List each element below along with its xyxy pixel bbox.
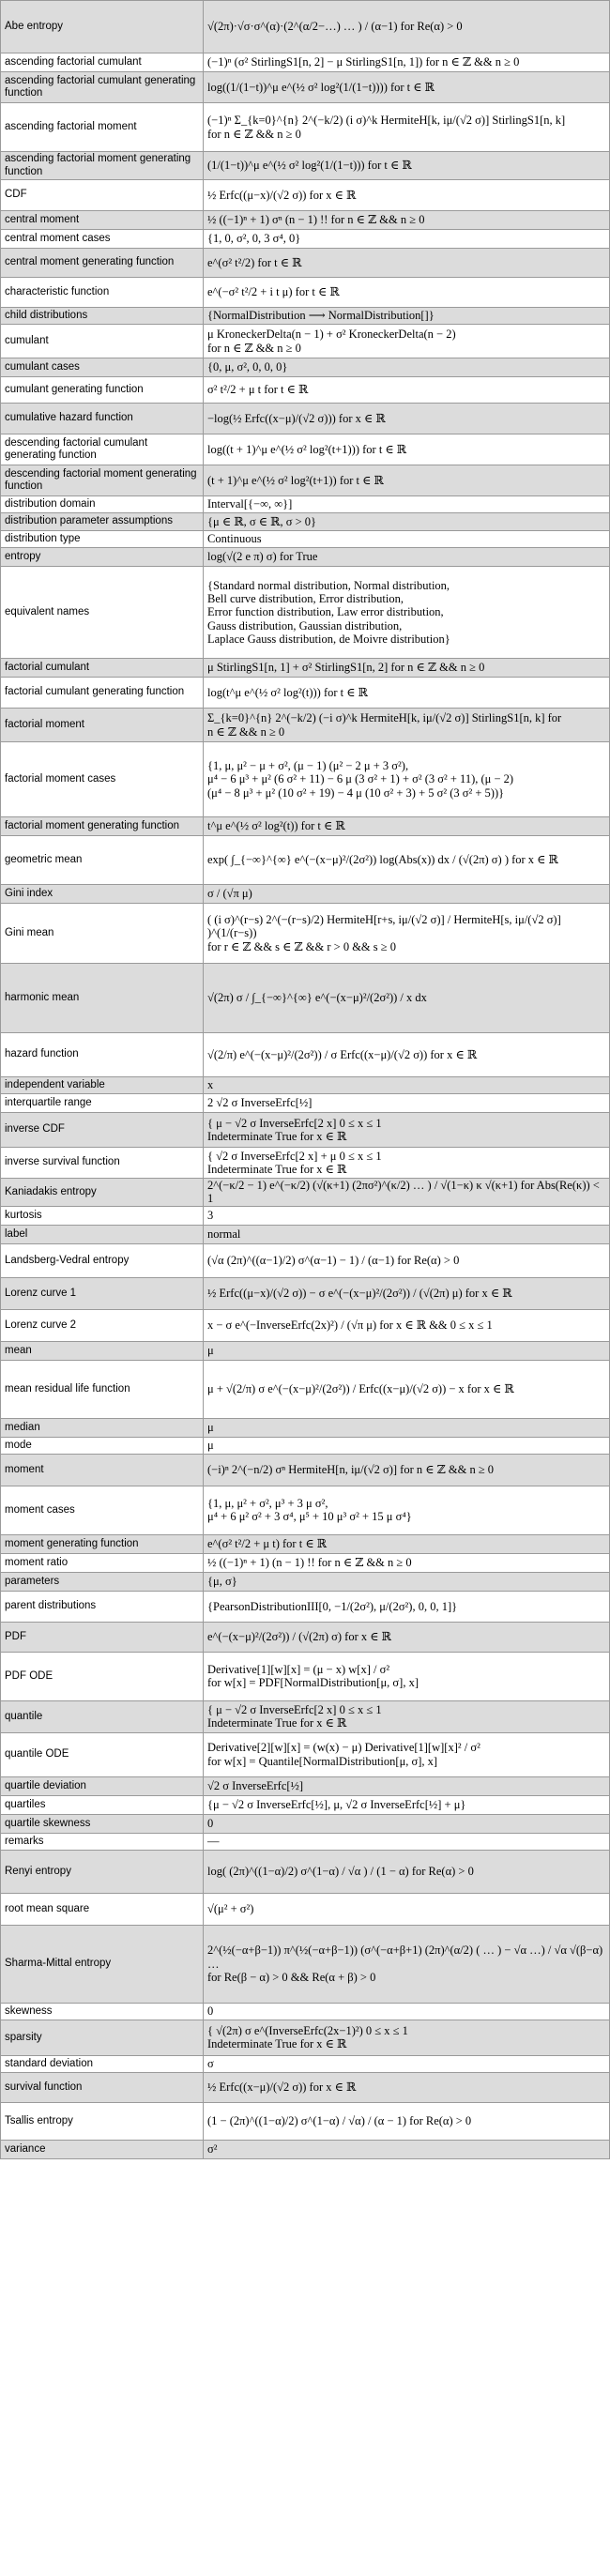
- property-value: √(2π)·√σ·σ^(α)·(2^(α/2−…) … ) / (α−1) for Re(α) > 0: [204, 1, 610, 53]
- property-name: mode: [1, 1437, 204, 1454]
- property-value: x − σ e^(−InverseErfc(2x)²) / (√π μ) for x ∈ ℝ && 0 ≤ x ≤ 1: [204, 1309, 610, 1341]
- property-value: {μ − √2 σ InverseErfc[½], μ, √2 σ InverseErfc[½] + μ}: [204, 1795, 610, 1814]
- property-name: central moment cases: [1, 230, 204, 249]
- property-row: [1, 434, 610, 465]
- property-value: normal: [204, 1225, 610, 1243]
- property-value: {μ, σ}: [204, 1572, 610, 1591]
- property-row: [1, 1033, 610, 1077]
- property-value: ½ ((−1)ⁿ + 1) (n − 1) !! for n ∈ ℤ && n ≥ 0: [204, 1553, 610, 1572]
- property-name: variance: [1, 2140, 204, 2158]
- property-row: [1, 885, 610, 904]
- property-row: [1, 548, 610, 567]
- property-row: [1, 1795, 610, 1814]
- property-value: 3: [204, 1206, 610, 1225]
- property-value: 2 √2 σ InverseErfc[½]: [204, 1094, 610, 1113]
- property-row: [1, 72, 610, 103]
- property-row: [1, 1925, 610, 2003]
- property-value: { √2 σ InverseErfc[2 x] + μ 0 ≤ x ≤ 1 Indeterminate True for x ∈ ℝ: [204, 1148, 610, 1179]
- property-name: standard deviation: [1, 2055, 204, 2072]
- property-value: 2^(½(−α+β−1)) π^(½(−α+β−1)) (σ^(−α+β+1) (2π)^(α/2) ( … ) − √α …) / √α √(β−α) … for Re(β − α) > 0 && Re(α + β) > 0: [204, 1925, 610, 2003]
- property-value: (1/(1−t))^μ e^(½ σ² log²(1/(1−t))) for t ∈ ℝ: [204, 152, 610, 180]
- property-name: median: [1, 1418, 204, 1437]
- property-row: [1, 53, 610, 72]
- property-row: [1, 1225, 610, 1243]
- property-value: log(t^μ e^(½ σ² log²(t))) for t ∈ ℝ: [204, 678, 610, 709]
- property-value: {1, μ, μ² − μ + σ², (μ − 1) (μ² − 2 μ + 3 σ²), μ⁴ − 6 μ³ + μ² (6 σ² + 11) − 6 μ (3 σ² + 1) + σ² (3 σ² + 11), (μ − 2) (μ⁴ − 8 μ³ + μ² (10 σ² + 19) − 4 μ (10 σ² + 3) + 5 σ² (3 σ² + 5))}: [204, 742, 610, 817]
- property-name: distribution type: [1, 531, 204, 548]
- property-value: { √(2π) σ e^(InverseErfc(2x−1)²) 0 ≤ x ≤ 1 Indeterminate True for x ∈ ℝ: [204, 2020, 610, 2055]
- property-value: { μ − √2 σ InverseErfc[2 x] 0 ≤ x ≤ 1 Indeterminate True for x ∈ ℝ: [204, 1700, 610, 1732]
- property-name: Lorenz curve 2: [1, 1309, 204, 1341]
- property-value: 0: [204, 1814, 610, 1833]
- property-name: mean: [1, 1341, 204, 1360]
- property-value: exp( ∫_{−∞}^{∞} e^(−(x−μ)²/(2σ²)) log(Abs(x)) dx / (√(2π) σ) ) for x ∈ ℝ: [204, 836, 610, 885]
- property-value: {NormalDistribution ⟶ NormalDistribution[]}: [204, 308, 610, 325]
- property-value: √(μ² + σ²): [204, 1893, 610, 1925]
- property-name: factorial moment: [1, 709, 204, 742]
- property-value: ½ Erfc((x−μ)/(√2 σ)) for x ∈ ℝ: [204, 2072, 610, 2102]
- property-name: Abe entropy: [1, 1, 204, 53]
- property-value: √(2π) σ / ∫_{−∞}^{∞} e^(−(x−μ)²/(2σ²)) / x dx: [204, 964, 610, 1033]
- property-row: [1, 678, 610, 709]
- property-row: [1, 1341, 610, 1360]
- property-row: [1, 1243, 610, 1277]
- property-name: factorial cumulant generating function: [1, 678, 204, 709]
- property-name: equivalent names: [1, 567, 204, 659]
- property-name: distribution parameter assumptions: [1, 513, 204, 531]
- property-value: log((1/(1−t))^μ e^(½ σ² log²(1/(1−t)))) for t ∈ ℝ: [204, 72, 610, 103]
- property-value: 0: [204, 2003, 610, 2020]
- property-name: ascending factorial cumulant: [1, 53, 204, 72]
- property-row: [1, 1622, 610, 1652]
- property-value: √(2/π) e^(−(x−μ)²/(2σ²)) / σ Erfc((x−μ)/(√2 σ)) for x ∈ ℝ: [204, 1033, 610, 1077]
- property-row: [1, 2003, 610, 2020]
- property-row: [1, 308, 610, 325]
- property-row: [1, 2102, 610, 2140]
- property-value: 2^(−κ/2 − 1) e^(−κ/2) (√(κ+1) (2πσ²)^(κ/2) … ) / √(1−κ) κ √(κ+1) for Abs(Re(κ)) < 1: [204, 1179, 610, 1207]
- property-value: σ: [204, 2055, 610, 2072]
- property-name: mean residual life function: [1, 1360, 204, 1418]
- property-row: [1, 465, 610, 496]
- property-name: characteristic function: [1, 278, 204, 308]
- property-name: moment ratio: [1, 1553, 204, 1572]
- property-name: Kaniadakis entropy: [1, 1179, 204, 1207]
- property-value: σ² t²/2 + μ t for t ∈ ℝ: [204, 377, 610, 404]
- property-name: inverse CDF: [1, 1113, 204, 1148]
- property-row: [1, 817, 610, 836]
- property-row: [1, 742, 610, 817]
- property-name: moment: [1, 1454, 204, 1486]
- property-name: quartiles: [1, 1795, 204, 1814]
- property-name: child distributions: [1, 308, 204, 325]
- property-row: [1, 1179, 610, 1207]
- property-row: [1, 1206, 610, 1225]
- property-row: [1, 904, 610, 964]
- property-row: [1, 1486, 610, 1534]
- property-row: [1, 358, 610, 377]
- property-row: [1, 2072, 610, 2102]
- property-name: Lorenz curve 1: [1, 1277, 204, 1309]
- property-value: σ / (√π μ): [204, 885, 610, 904]
- property-value: {μ ∈ ℝ, σ ∈ ℝ, σ > 0}: [204, 513, 610, 531]
- property-name: PDF: [1, 1622, 204, 1652]
- property-row: [1, 496, 610, 513]
- property-value: Derivative[1][w][x] = (μ − x) w[x] / σ² for w[x] = PDF[NormalDistribution[μ, σ], x]: [204, 1652, 610, 1700]
- property-row: [1, 1572, 610, 1591]
- property-value: log(√(2 e π) σ) for True: [204, 548, 610, 567]
- property-name: descending factorial cumulant generating function: [1, 434, 204, 465]
- property-row: [1, 1148, 610, 1179]
- property-row: [1, 1553, 610, 1572]
- property-name: moment cases: [1, 1486, 204, 1534]
- property-value: {PearsonDistributionIII[0, −1/(2σ²), μ/(2σ²), 0, 0, 1]}: [204, 1591, 610, 1622]
- property-value: log( (2π)^((1−α)/2) σ^(1−α) / √α ) / (1 − α) for Re(α) > 0: [204, 1850, 610, 1893]
- property-value: e^(σ² t²/2) for t ∈ ℝ: [204, 249, 610, 278]
- property-row: [1, 1113, 610, 1148]
- property-value: √2 σ InverseErfc[½]: [204, 1776, 610, 1795]
- property-name: PDF ODE: [1, 1652, 204, 1700]
- property-name: moment generating function: [1, 1534, 204, 1553]
- property-row: [1, 1418, 610, 1437]
- property-row: [1, 1776, 610, 1795]
- property-value: μ: [204, 1437, 610, 1454]
- property-name: distribution domain: [1, 496, 204, 513]
- property-name: cumulant: [1, 325, 204, 358]
- property-name: Landsberg-Vedral entropy: [1, 1243, 204, 1277]
- property-name: descending factorial moment generating function: [1, 465, 204, 496]
- properties-table-body: [1, 1, 610, 2159]
- property-value: t^μ e^(½ σ² log²(t)) for t ∈ ℝ: [204, 817, 610, 836]
- property-row: [1, 1893, 610, 1925]
- property-value: ( (i σ)^(r−s) 2^(−(r−s)/2) HermiteH[r+s, iμ/(√2 σ)] / HermiteH[s, iμ/(√2 σ)] )^(1/(r−s)) for r ∈ ℤ && s ∈ ℤ && r > 0 && s ≥ 0: [204, 904, 610, 964]
- property-row: [1, 1309, 610, 1341]
- property-row: [1, 513, 610, 531]
- property-value: μ: [204, 1341, 610, 1360]
- property-value: {1, 0, σ², 0, 3 σ⁴, 0}: [204, 230, 610, 249]
- property-row: [1, 1077, 610, 1094]
- property-name: quartile skewness: [1, 1814, 204, 1833]
- property-name: hazard function: [1, 1033, 204, 1077]
- property-row: [1, 211, 610, 230]
- property-row: [1, 1700, 610, 1732]
- property-value: Σ_{k=0}^{n} 2^(−k/2) (−i σ)^k HermiteH[k, iμ/(√2 σ)] StirlingS1[n, k] for n ∈ ℤ && n ≥ 0: [204, 709, 610, 742]
- property-value: σ²: [204, 2140, 610, 2158]
- property-name: ascending factorial moment generating function: [1, 152, 204, 180]
- property-row: [1, 2140, 610, 2158]
- property-row: [1, 249, 610, 278]
- property-value: log((t + 1)^μ e^(½ σ² log²(t+1))) for t ∈ ℝ: [204, 434, 610, 465]
- property-row: [1, 659, 610, 678]
- property-name: factorial cumulant: [1, 659, 204, 678]
- property-name: root mean square: [1, 1893, 204, 1925]
- property-value: x: [204, 1077, 610, 1094]
- property-value: (−1)ⁿ Σ_{k=0}^{n} 2^(−k/2) (i σ)^k HermiteH[k, iμ/(√2 σ)] StirlingS1[n, k] for n ∈ ℤ && n ≥ 0: [204, 103, 610, 152]
- property-name: factorial moment cases: [1, 742, 204, 817]
- property-name: CDF: [1, 180, 204, 211]
- property-name: factorial moment generating function: [1, 817, 204, 836]
- property-row: [1, 567, 610, 659]
- property-row: [1, 1437, 610, 1454]
- property-value: {1, μ, μ² + σ², μ³ + 3 μ σ², μ⁴ + 6 μ² σ² + 3 σ⁴, μ⁵ + 10 μ³ σ² + 15 μ σ⁴}: [204, 1486, 610, 1534]
- property-row: [1, 404, 610, 434]
- property-row: [1, 1591, 610, 1622]
- property-name: kurtosis: [1, 1206, 204, 1225]
- property-row: [1, 278, 610, 308]
- property-value: ½ ((−1)ⁿ + 1) σⁿ (n − 1) !! for n ∈ ℤ && n ≥ 0: [204, 211, 610, 230]
- property-value: (−i)ⁿ 2^(−n/2) σⁿ HermiteH[n, iμ/(√2 σ)] for n ∈ ℤ && n ≥ 0: [204, 1454, 610, 1486]
- property-row: [1, 1534, 610, 1553]
- property-value: e^(−σ² t²/2 + i t μ) for t ∈ ℝ: [204, 278, 610, 308]
- property-row: [1, 1360, 610, 1418]
- property-name: Renyi entropy: [1, 1850, 204, 1893]
- property-name: Gini index: [1, 885, 204, 904]
- property-name: ascending factorial moment: [1, 103, 204, 152]
- property-name: independent variable: [1, 1077, 204, 1094]
- property-name: label: [1, 1225, 204, 1243]
- property-value: −log(½ Erfc((x−μ)/(√2 σ))) for x ∈ ℝ: [204, 404, 610, 434]
- property-value: μ + √(2/π) σ e^(−(x−μ)²/(2σ²)) / Erfc((x−μ)/(√2 σ)) − x for x ∈ ℝ: [204, 1360, 610, 1418]
- property-row: [1, 531, 610, 548]
- property-value: μ KroneckerDelta(n − 1) + σ² KroneckerDelta(n − 2) for n ∈ ℤ && n ≥ 0: [204, 325, 610, 358]
- property-row: [1, 2055, 610, 2072]
- property-row: [1, 103, 610, 152]
- property-name: Sharma-Mittal entropy: [1, 1925, 204, 2003]
- property-row: [1, 230, 610, 249]
- property-row: [1, 964, 610, 1033]
- property-value: μ StirlingS1[n, 1] + σ² StirlingS1[n, 2] for n ∈ ℤ && n ≥ 0: [204, 659, 610, 678]
- property-name: harmonic mean: [1, 964, 204, 1033]
- property-name: geometric mean: [1, 836, 204, 885]
- property-row: [1, 2020, 610, 2055]
- property-name: interquartile range: [1, 1094, 204, 1113]
- property-name: sparsity: [1, 2020, 204, 2055]
- property-row: [1, 1850, 610, 1893]
- property-value: (√α (2π)^((α−1)/2) σ^(α−1) − 1) / (α−1) for Re(α) > 0: [204, 1243, 610, 1277]
- property-row: [1, 1814, 610, 1833]
- property-value: ½ Erfc((μ−x)/(√2 σ)) for x ∈ ℝ: [204, 180, 610, 211]
- property-value: μ: [204, 1418, 610, 1437]
- property-row: [1, 1833, 610, 1850]
- property-name: Tsallis entropy: [1, 2102, 204, 2140]
- property-name: ascending factorial cumulant generating function: [1, 72, 204, 103]
- property-row: [1, 1277, 610, 1309]
- property-value: Interval[{−∞, ∞}]: [204, 496, 610, 513]
- property-value: e^(σ² t²/2 + μ t) for t ∈ ℝ: [204, 1534, 610, 1553]
- property-name: quantile: [1, 1700, 204, 1732]
- property-row: [1, 325, 610, 358]
- property-name: central moment: [1, 211, 204, 230]
- property-name: cumulant cases: [1, 358, 204, 377]
- property-name: cumulative hazard function: [1, 404, 204, 434]
- property-value: ½ Erfc((μ−x)/(√2 σ)) − σ e^(−(x−μ)²/(2σ²)) / (√(2π) μ) for x ∈ ℝ: [204, 1277, 610, 1309]
- property-name: parent distributions: [1, 1591, 204, 1622]
- property-name: cumulant generating function: [1, 377, 204, 404]
- property-name: quartile deviation: [1, 1776, 204, 1795]
- property-name: inverse survival function: [1, 1148, 204, 1179]
- property-value: (1 − (2π)^((1−α)/2) σ^(1−α) / √α) / (α − 1) for Re(α) > 0: [204, 2102, 610, 2140]
- property-row: [1, 180, 610, 211]
- property-value: —: [204, 1833, 610, 1850]
- property-row: [1, 709, 610, 742]
- property-row: [1, 1094, 610, 1113]
- property-name: remarks: [1, 1833, 204, 1850]
- property-row: [1, 1454, 610, 1486]
- property-value: {Standard normal distribution, Normal distribution, Bell curve distribution, Error distribution, Error function distribution, Law error distribution, Gauss distribution, Gaussian distribution, Laplace Gauss distribution, de Moivre distribution}: [204, 567, 610, 659]
- property-value: (t + 1)^μ e^(½ σ² log²(t+1)) for t ∈ ℝ: [204, 465, 610, 496]
- property-value: { μ − √2 σ InverseErfc[2 x] 0 ≤ x ≤ 1 Indeterminate True for x ∈ ℝ: [204, 1113, 610, 1148]
- property-row: [1, 1732, 610, 1776]
- property-name: entropy: [1, 548, 204, 567]
- property-row: [1, 152, 610, 180]
- property-value: e^(−(x−μ)²/(2σ²)) / (√(2π) σ) for x ∈ ℝ: [204, 1622, 610, 1652]
- property-name: Gini mean: [1, 904, 204, 964]
- property-value: {0, μ, σ², 0, 0, 0}: [204, 358, 610, 377]
- property-row: [1, 1652, 610, 1700]
- property-value: (−1)ⁿ (σ² StirlingS1[n, 2] − μ StirlingS1[n, 1]) for n ∈ ℤ && n ≥ 0: [204, 53, 610, 72]
- property-name: skewness: [1, 2003, 204, 2020]
- property-value: Derivative[2][w][x] = (w(x) − μ) Derivative[1][w][x]² / σ² for w[x] = Quantile[NormalDistribution[μ, σ], x]: [204, 1732, 610, 1776]
- property-row: [1, 377, 610, 404]
- property-value: Continuous: [204, 531, 610, 548]
- property-name: central moment generating function: [1, 249, 204, 278]
- property-row: [1, 836, 610, 885]
- property-name: survival function: [1, 2072, 204, 2102]
- property-name: parameters: [1, 1572, 204, 1591]
- property-name: quantile ODE: [1, 1732, 204, 1776]
- property-row: [1, 1, 610, 53]
